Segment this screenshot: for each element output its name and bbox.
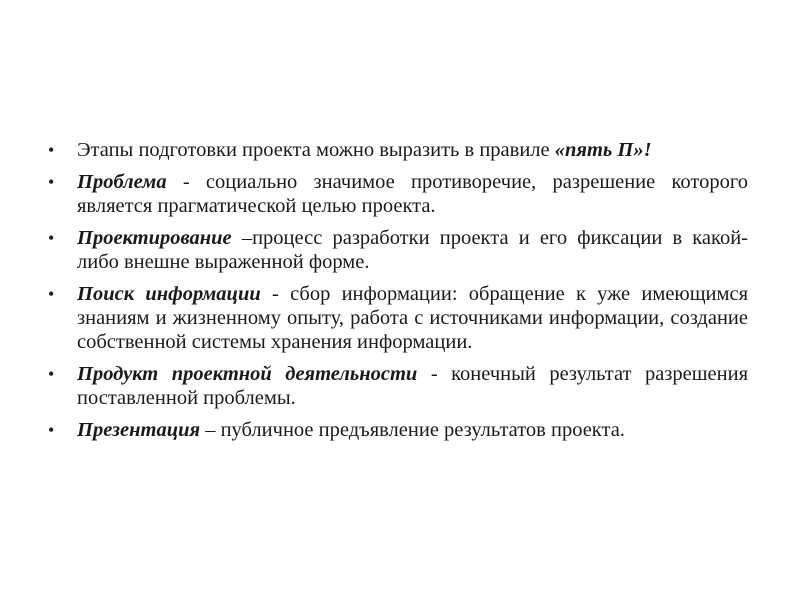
list-item-product xyxy=(48,362,748,410)
product-definition: - конечный результат разрешения поставленной проблемы. xyxy=(77,363,748,409)
presentation-term: Презентация xyxy=(77,419,201,441)
five-p-term: «пять П»! xyxy=(554,139,652,161)
design-definition: –процесс разработки проекта и его фиксации в какой- либо внешне выраженной форме. xyxy=(77,227,748,273)
product-term: Продукт проектной деятельности xyxy=(77,363,418,385)
list-item-presentation xyxy=(48,418,748,442)
search-definition: - сбор информации: обращение к уже имеющимся знаниям и жизненному опыту, работа с источниками информации, создание собственной системы хранения информации. xyxy=(77,283,748,353)
bullet-dot-icon: • xyxy=(48,228,55,248)
design-term: Проектирование xyxy=(77,227,232,249)
problem-term: Проблема xyxy=(77,171,167,193)
list-item-intro xyxy=(48,138,748,162)
search-term: Поиск информации xyxy=(77,283,261,305)
list-item-search xyxy=(48,282,748,354)
problem-definition: - социально значимое противоречие, разрешение которого является прагматической целью проекта. xyxy=(77,171,748,217)
list-item-problem xyxy=(48,170,748,218)
list-item-design xyxy=(48,226,748,274)
bullet-dot-icon: • xyxy=(48,364,55,384)
bullet-dot-icon: • xyxy=(48,140,55,160)
bullet-dot-icon: • xyxy=(48,284,55,304)
bullet-dot-icon: • xyxy=(48,420,55,440)
bullet-list xyxy=(48,138,748,450)
bullet-dot-icon: • xyxy=(48,172,55,192)
presentation-definition: – публичное предъявление результатов проекта. xyxy=(200,419,625,441)
intro-text: Этапы подготовки проекта можно выразить в правиле xyxy=(77,139,555,161)
